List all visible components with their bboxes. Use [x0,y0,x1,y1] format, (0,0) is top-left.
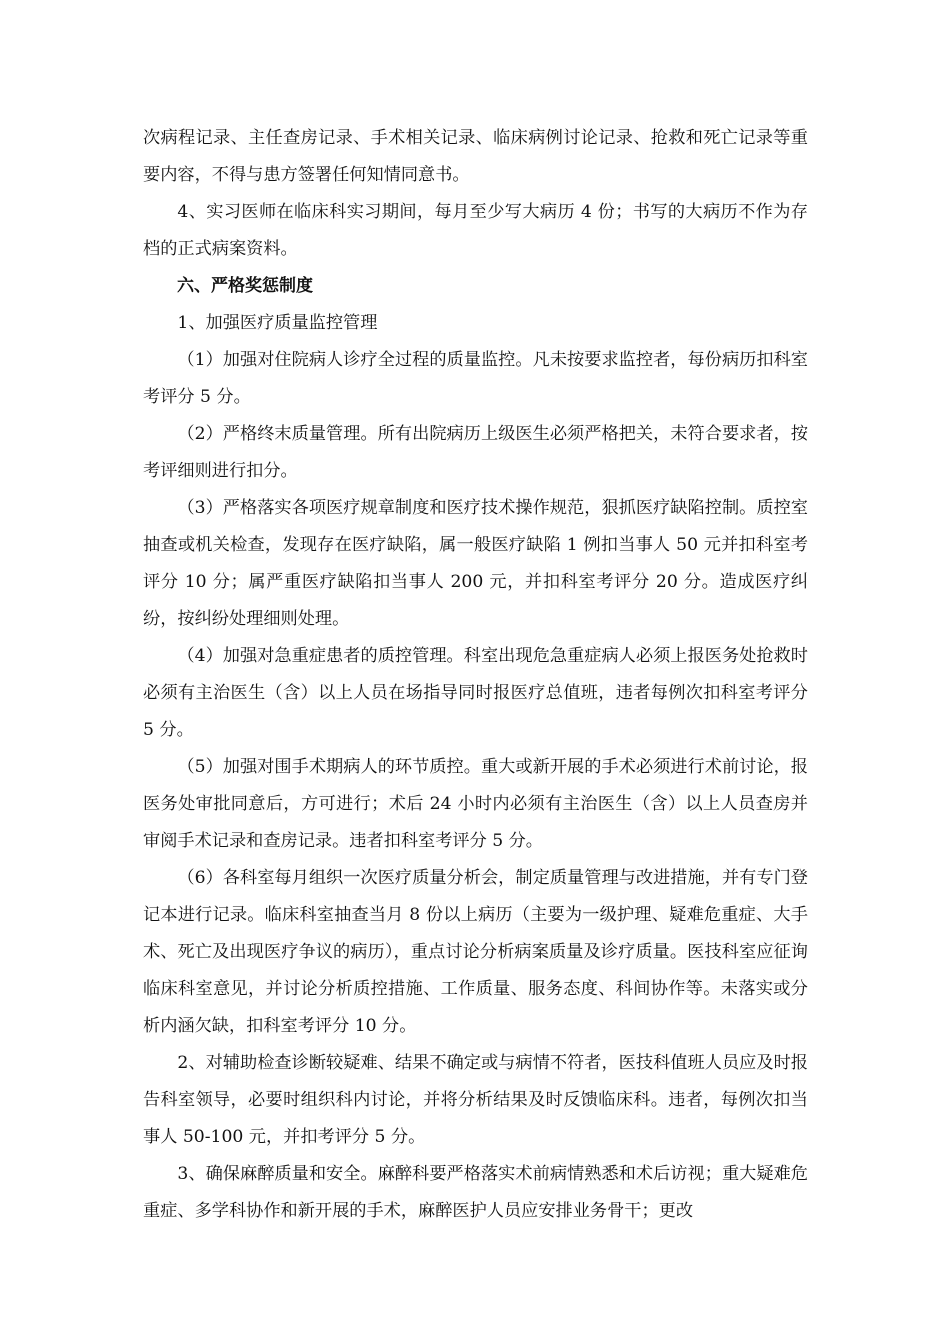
subsection-heading-quality-monitoring: 1、加强医疗质量监控管理 [177,313,378,333]
section-heading-rewards-penalties: 六、严格奖惩制度 [177,276,313,296]
paragraph-item-1-3: （3）严格落实各项医疗规章制度和医疗技术操作规范，狠抓医疗缺陷控制。质控室抽查或机关检查，发现存在医疗缺陷，属一般医疗缺陷 1 例扣当事人 50 元并扣科室考评分 10 分；属严重医疗缺陷扣当事人 200 元，并扣科室考评分 20 分。造成医疗纠纷，按纠纷处理细则处理。 [143,498,808,629]
paragraph-item-1-6: （6）各科室每月组织一次医疗质量分析会，制定质量管理与改进措施，并有专门登记本进行记录。临床科室抽查当月 8 份以上病历（主要为一级护理、疑难危重症、大手术、死亡及出现医疗争议的病历），重点讨论分析病案质量及诊疗质量。医技科室应征询临床科室意见，并讨论分析质控措施、工作质量、服务态度、科间协作等。未落实或分析内涵欠缺，扣科室考评分 10 分。 [143,868,808,1036]
document-body [143,120,808,1230]
paragraph-item-1-2: （2）严格终末质量管理。所有出院病历上级医生必须严格把关，未符合要求者，按考评细则进行扣分。 [143,424,808,481]
paragraph-item-1-1: （1）加强对住院病人诊疗全过程的质量监控。凡未按要求监控者，每份病历扣科室考评分 5 分。 [143,350,808,407]
paragraph-continuation: 次病程记录、主任查房记录、手术相关记录、临床病例讨论记录、抢救和死亡记录等重要内容，不得与患方签署任何知情同意书。 [143,128,808,185]
paragraph-item-1-4: （4）加强对急重症患者的质控管理。科室出现危急重症病人必须上报医务处抢救时必须有主治医生（含）以上人员在场指导同时报医疗总值班，违者每例次扣科室考评分 5 分。 [143,646,808,740]
paragraph-item-3-anesthesia: 3、确保麻醉质量和安全。麻醉科要严格落实术前病情熟悉和术后访视；重大疑难危重症、多学科协作和新开展的手术，麻醉医护人员应安排业务骨干；更改 [143,1164,808,1221]
paragraph-item-4-intern-records: 4、实习医师在临床科实习期间，每月至少写大病历 4 份；书写的大病历不作为存档的正式病案资料。 [143,202,808,259]
paragraph-item-1-5: （5）加强对围手术期病人的环节质控。重大或新开展的手术必须进行术前讨论，报医务处审批同意后，方可进行；术后 24 小时内必须有主治医生（含）以上人员查房并审阅手术记录和查房记录。违者扣科室考评分 5 分。 [143,757,808,851]
paragraph-item-2-auxiliary-exam: 2、对辅助检查诊断较疑难、结果不确定或与病情不符者，医技科值班人员应及时报告科室领导，必要时组织科内讨论，并将分析结果及时反馈临床科。违者，每例次扣当事人 50-100 元，并扣考评分 5 分。 [143,1053,808,1147]
